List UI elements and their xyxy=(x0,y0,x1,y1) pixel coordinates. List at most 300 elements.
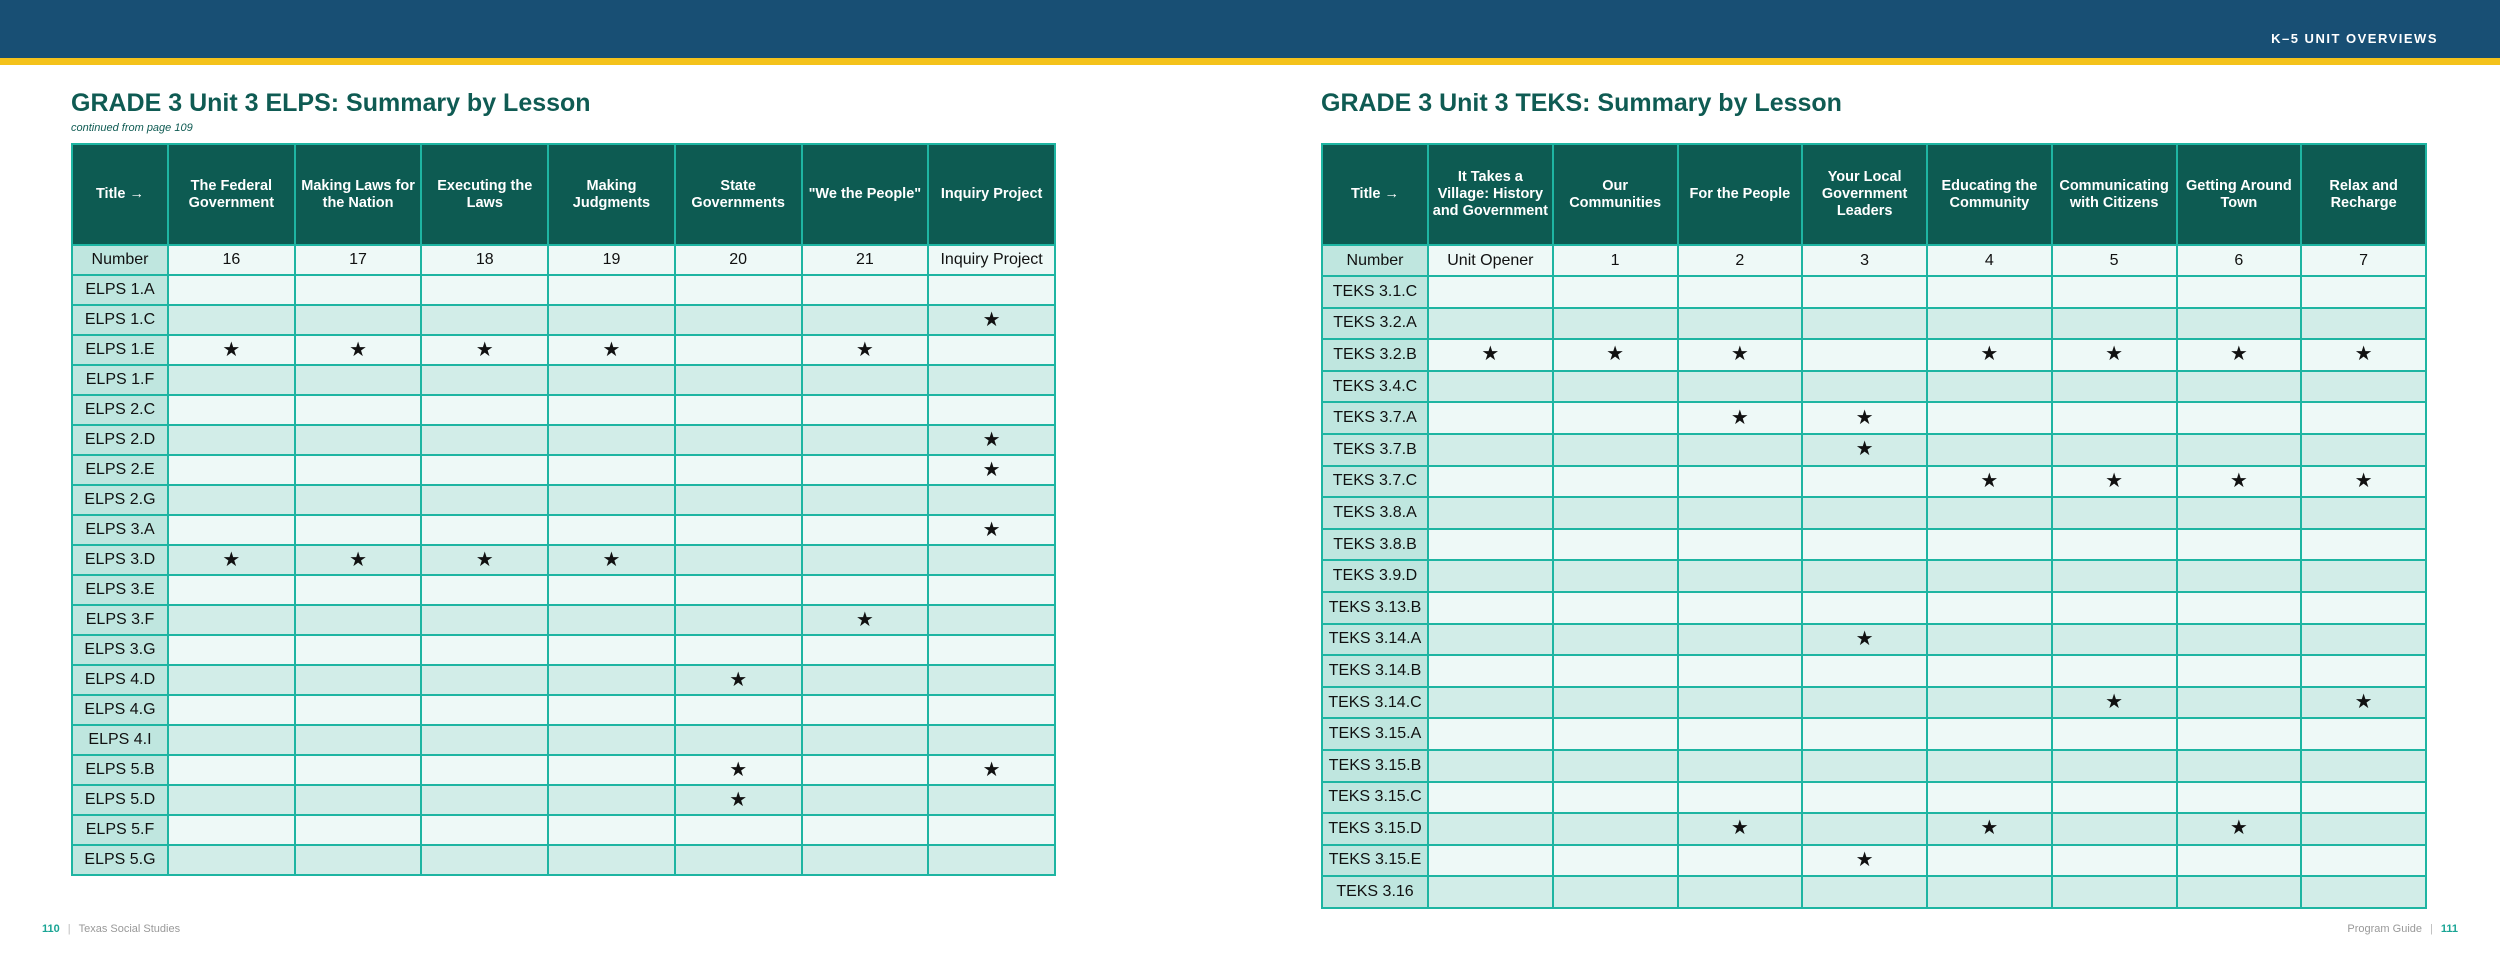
empty-cell xyxy=(1428,876,1553,908)
empty-cell xyxy=(1802,529,1927,561)
empty-cell xyxy=(2052,750,2177,782)
empty-cell xyxy=(1428,529,1553,561)
starred-cell xyxy=(295,545,422,575)
empty-cell xyxy=(928,365,1055,395)
table-row xyxy=(72,425,1055,455)
empty-cell xyxy=(2052,624,2177,656)
empty-cell xyxy=(1802,876,1927,908)
empty-cell xyxy=(1802,466,1927,498)
star-icon: ★ xyxy=(855,608,874,631)
footer-book-title: Texas Social Studies xyxy=(78,923,181,935)
empty-cell xyxy=(1927,276,2052,308)
starred-cell xyxy=(1927,339,2052,371)
table-row xyxy=(72,845,1055,875)
empty-cell xyxy=(2052,497,2177,529)
table-row xyxy=(1322,655,2426,687)
empty-cell xyxy=(1553,402,1678,434)
empty-cell xyxy=(1678,876,1803,908)
empty-cell xyxy=(802,425,929,455)
empty-cell xyxy=(2301,718,2426,750)
star-icon: ★ xyxy=(1855,438,1874,461)
starred-cell xyxy=(2177,466,2302,498)
empty-cell xyxy=(168,815,295,845)
star-icon: ★ xyxy=(222,338,241,361)
lesson-title-header: "We the People" xyxy=(802,144,929,245)
empty-cell xyxy=(675,545,802,575)
empty-cell xyxy=(802,695,929,725)
empty-cell xyxy=(1553,560,1678,592)
empty-cell xyxy=(1678,750,1803,782)
empty-cell xyxy=(168,275,295,305)
star-icon: ★ xyxy=(2354,691,2373,714)
empty-cell xyxy=(2177,718,2302,750)
empty-cell xyxy=(168,755,295,785)
standard-label-cell: ELPS 3.F xyxy=(72,605,168,635)
empty-cell xyxy=(548,485,675,515)
standard-label-cell: ELPS 1.E xyxy=(72,335,168,365)
empty-cell xyxy=(548,425,675,455)
standard-label-cell: TEKS 3.7.C xyxy=(1322,466,1428,498)
empty-cell xyxy=(2177,434,2302,466)
empty-cell xyxy=(2177,782,2302,814)
lesson-title-header: Making Judgments xyxy=(548,144,675,245)
empty-cell xyxy=(2301,750,2426,782)
starred-cell xyxy=(675,785,802,815)
empty-cell xyxy=(802,845,929,875)
empty-cell xyxy=(1678,466,1803,498)
starred-cell xyxy=(168,335,295,365)
lesson-title-header: It Takes a Village: History and Government xyxy=(1428,144,1553,245)
star-icon: ★ xyxy=(602,548,621,571)
star-icon: ★ xyxy=(1980,469,1999,492)
table-row xyxy=(72,515,1055,545)
empty-cell xyxy=(295,395,422,425)
empty-cell xyxy=(2177,655,2302,687)
empty-cell xyxy=(295,635,422,665)
empty-cell xyxy=(1927,308,2052,340)
lesson-title-header: State Governments xyxy=(675,144,802,245)
empty-cell xyxy=(1802,276,1927,308)
table-row xyxy=(72,335,1055,365)
empty-cell xyxy=(548,575,675,605)
standard-label-cell: ELPS 3.E xyxy=(72,575,168,605)
footer-divider: | xyxy=(67,923,71,935)
empty-cell xyxy=(2052,876,2177,908)
standard-label-cell: ELPS 1.C xyxy=(72,305,168,335)
empty-cell xyxy=(2301,529,2426,561)
lesson-number-cell: 2 xyxy=(1678,245,1803,276)
empty-cell xyxy=(802,635,929,665)
empty-cell xyxy=(421,485,548,515)
empty-cell xyxy=(2177,845,2302,877)
lesson-number-cell: 17 xyxy=(295,245,422,275)
empty-cell xyxy=(928,695,1055,725)
table-row xyxy=(1322,497,2426,529)
standard-label-cell: TEKS 3.4.C xyxy=(1322,371,1428,403)
star-icon: ★ xyxy=(2229,469,2248,492)
empty-cell xyxy=(675,635,802,665)
empty-cell xyxy=(1428,655,1553,687)
number-label-cell: Number xyxy=(1322,245,1428,276)
star-icon: ★ xyxy=(222,548,241,571)
empty-cell xyxy=(421,785,548,815)
lesson-title-header: Your Local Government Leaders xyxy=(1802,144,1927,245)
empty-cell xyxy=(1428,750,1553,782)
empty-cell xyxy=(1802,339,1927,371)
table-row xyxy=(72,485,1055,515)
empty-cell xyxy=(295,755,422,785)
starred-cell xyxy=(802,605,929,635)
table-row xyxy=(1322,371,2426,403)
table-row xyxy=(1322,339,2426,371)
lesson-number-cell: 1 xyxy=(1553,245,1678,276)
lesson-number-cell: 21 xyxy=(802,245,929,275)
empty-cell xyxy=(2052,308,2177,340)
lesson-title-header: For the People xyxy=(1678,144,1803,245)
starred-cell xyxy=(675,665,802,695)
table-row xyxy=(72,275,1055,305)
table-row xyxy=(72,545,1055,575)
lesson-number-cell: 3 xyxy=(1802,245,1927,276)
empty-cell xyxy=(1678,276,1803,308)
standard-label-cell: TEKS 3.15.B xyxy=(1322,750,1428,782)
table-row xyxy=(72,785,1055,815)
empty-cell xyxy=(548,305,675,335)
star-icon: ★ xyxy=(729,668,748,691)
starred-cell xyxy=(548,335,675,365)
empty-cell xyxy=(548,755,675,785)
table-row xyxy=(72,815,1055,845)
empty-cell xyxy=(548,725,675,755)
lesson-title-header: Making Laws for the Nation xyxy=(295,144,422,245)
starred-cell xyxy=(1802,434,1927,466)
table-row xyxy=(72,695,1055,725)
empty-cell xyxy=(1678,308,1803,340)
empty-cell xyxy=(168,455,295,485)
lesson-number-row xyxy=(1322,245,2426,276)
empty-cell xyxy=(2052,402,2177,434)
empty-cell xyxy=(928,725,1055,755)
empty-cell xyxy=(548,395,675,425)
empty-cell xyxy=(421,635,548,665)
starred-cell xyxy=(1802,624,1927,656)
empty-cell xyxy=(1428,497,1553,529)
star-icon: ★ xyxy=(982,518,1001,541)
starred-cell xyxy=(1927,813,2052,845)
empty-cell xyxy=(1553,276,1678,308)
table-row xyxy=(1322,782,2426,814)
empty-cell xyxy=(2177,750,2302,782)
empty-cell xyxy=(1553,750,1678,782)
lesson-number-cell: 18 xyxy=(421,245,548,275)
table-row xyxy=(1322,466,2426,498)
empty-cell xyxy=(1428,718,1553,750)
star-icon: ★ xyxy=(475,338,494,361)
empty-cell xyxy=(2301,560,2426,592)
lesson-title-header: Relax and Recharge xyxy=(2301,144,2426,245)
table-row xyxy=(1322,434,2426,466)
empty-cell xyxy=(1927,782,2052,814)
empty-cell xyxy=(1553,876,1678,908)
standard-label-cell: ELPS 1.A xyxy=(72,275,168,305)
title-header-cell: Title → xyxy=(1322,144,1428,245)
empty-cell xyxy=(295,695,422,725)
table-row xyxy=(72,755,1055,785)
empty-cell xyxy=(2052,371,2177,403)
empty-cell xyxy=(295,605,422,635)
empty-cell xyxy=(1428,560,1553,592)
empty-cell xyxy=(295,815,422,845)
empty-cell xyxy=(421,515,548,545)
standard-label-cell: ELPS 2.G xyxy=(72,485,168,515)
star-icon: ★ xyxy=(2105,691,2124,714)
empty-cell xyxy=(2301,782,2426,814)
table-row xyxy=(1322,750,2426,782)
empty-cell xyxy=(421,425,548,455)
standard-label-cell: TEKS 3.14.C xyxy=(1322,687,1428,719)
empty-cell xyxy=(1678,592,1803,624)
empty-cell xyxy=(675,365,802,395)
empty-cell xyxy=(2052,592,2177,624)
star-icon: ★ xyxy=(1606,343,1625,366)
elps-summary-table xyxy=(71,143,1056,876)
star-icon: ★ xyxy=(982,758,1001,781)
empty-cell xyxy=(168,665,295,695)
empty-cell xyxy=(1553,592,1678,624)
empty-cell xyxy=(2052,845,2177,877)
empty-cell xyxy=(928,275,1055,305)
standard-label-cell: TEKS 3.15.D xyxy=(1322,813,1428,845)
starred-cell xyxy=(2177,813,2302,845)
star-icon: ★ xyxy=(2354,343,2373,366)
empty-cell xyxy=(2052,529,2177,561)
standard-label-cell: TEKS 3.16 xyxy=(1322,876,1428,908)
number-label-cell: Number xyxy=(72,245,168,275)
star-icon: ★ xyxy=(982,428,1001,451)
empty-cell xyxy=(295,275,422,305)
empty-cell xyxy=(1802,592,1927,624)
empty-cell xyxy=(1678,529,1803,561)
star-icon: ★ xyxy=(1980,817,1999,840)
empty-cell xyxy=(675,485,802,515)
empty-cell xyxy=(1428,402,1553,434)
lesson-title-header: Executing the Laws xyxy=(421,144,548,245)
table-row xyxy=(72,635,1055,665)
empty-cell xyxy=(548,605,675,635)
empty-cell xyxy=(1553,497,1678,529)
standard-label-cell: ELPS 5.G xyxy=(72,845,168,875)
empty-cell xyxy=(2052,276,2177,308)
starred-cell xyxy=(548,545,675,575)
empty-cell xyxy=(548,515,675,545)
empty-cell xyxy=(1678,624,1803,656)
standard-label-cell: ELPS 2.E xyxy=(72,455,168,485)
table-row xyxy=(1322,560,2426,592)
empty-cell xyxy=(928,575,1055,605)
table-row xyxy=(72,395,1055,425)
lesson-title-header: The Federal Government xyxy=(168,144,295,245)
table-row xyxy=(1322,529,2426,561)
table-row xyxy=(1322,876,2426,908)
empty-cell xyxy=(548,455,675,485)
empty-cell xyxy=(675,725,802,755)
empty-cell xyxy=(2052,655,2177,687)
empty-cell xyxy=(2177,497,2302,529)
star-icon: ★ xyxy=(1730,406,1749,429)
star-icon: ★ xyxy=(602,338,621,361)
empty-cell xyxy=(2177,529,2302,561)
table-row xyxy=(1322,624,2426,656)
empty-cell xyxy=(2052,782,2177,814)
star-icon: ★ xyxy=(1855,627,1874,650)
lesson-number-cell: 20 xyxy=(675,245,802,275)
empty-cell xyxy=(802,815,929,845)
empty-cell xyxy=(1678,782,1803,814)
empty-cell xyxy=(1428,592,1553,624)
empty-cell xyxy=(1553,782,1678,814)
empty-cell xyxy=(1678,560,1803,592)
empty-cell xyxy=(295,665,422,695)
starred-cell xyxy=(1678,339,1803,371)
starred-cell xyxy=(2301,339,2426,371)
empty-cell xyxy=(295,425,422,455)
empty-cell xyxy=(1678,655,1803,687)
standard-label-cell: ELPS 3.A xyxy=(72,515,168,545)
empty-cell xyxy=(168,485,295,515)
empty-cell xyxy=(2052,718,2177,750)
standard-label-cell: ELPS 3.G xyxy=(72,635,168,665)
standard-label-cell: ELPS 3.D xyxy=(72,545,168,575)
starred-cell xyxy=(802,335,929,365)
empty-cell xyxy=(168,515,295,545)
starred-cell xyxy=(168,545,295,575)
empty-cell xyxy=(421,755,548,785)
empty-cell xyxy=(1678,718,1803,750)
empty-cell xyxy=(421,305,548,335)
empty-cell xyxy=(548,815,675,845)
empty-cell xyxy=(1802,718,1927,750)
empty-cell xyxy=(802,305,929,335)
empty-cell xyxy=(421,605,548,635)
empty-cell xyxy=(421,665,548,695)
starred-cell xyxy=(295,335,422,365)
table-row xyxy=(1322,402,2426,434)
standard-label-cell: TEKS 3.9.D xyxy=(1322,560,1428,592)
empty-cell xyxy=(2301,402,2426,434)
empty-cell xyxy=(421,365,548,395)
empty-cell xyxy=(548,665,675,695)
standard-label-cell: ELPS 4.D xyxy=(72,665,168,695)
empty-cell xyxy=(1428,466,1553,498)
empty-cell xyxy=(295,515,422,545)
empty-cell xyxy=(802,395,929,425)
star-icon: ★ xyxy=(982,458,1001,481)
empty-cell xyxy=(1678,497,1803,529)
empty-cell xyxy=(295,365,422,395)
empty-cell xyxy=(928,545,1055,575)
empty-cell xyxy=(1553,371,1678,403)
empty-cell xyxy=(548,695,675,725)
footer-divider: | xyxy=(2430,923,2433,935)
lesson-number-cell: 5 xyxy=(2052,245,2177,276)
empty-cell xyxy=(168,635,295,665)
standard-label-cell: ELPS 2.D xyxy=(72,425,168,455)
table-row xyxy=(1322,687,2426,719)
empty-cell xyxy=(675,305,802,335)
empty-cell xyxy=(802,665,929,695)
starred-cell xyxy=(928,515,1055,545)
table-header-row xyxy=(1322,144,2426,245)
empty-cell xyxy=(1927,560,2052,592)
starred-cell xyxy=(928,425,1055,455)
empty-cell xyxy=(1927,750,2052,782)
table-row xyxy=(1322,813,2426,845)
lesson-number-cell: 16 xyxy=(168,245,295,275)
empty-cell xyxy=(2301,655,2426,687)
star-icon: ★ xyxy=(2105,469,2124,492)
page-number-right: 111 xyxy=(2440,923,2458,935)
star-icon: ★ xyxy=(2229,343,2248,366)
empty-cell xyxy=(2301,624,2426,656)
top-banner xyxy=(0,0,2500,58)
empty-cell xyxy=(1553,529,1678,561)
empty-cell xyxy=(1678,371,1803,403)
empty-cell xyxy=(1802,308,1927,340)
empty-cell xyxy=(548,275,675,305)
empty-cell xyxy=(1927,592,2052,624)
elps-continued-note: continued from page 109 xyxy=(71,122,193,134)
lesson-number-cell: 19 xyxy=(548,245,675,275)
lesson-number-cell: Inquiry Project xyxy=(928,245,1055,275)
empty-cell xyxy=(802,755,929,785)
empty-cell xyxy=(168,695,295,725)
empty-cell xyxy=(928,845,1055,875)
star-icon: ★ xyxy=(2354,469,2373,492)
standard-label-cell: ELPS 2.C xyxy=(72,395,168,425)
star-icon: ★ xyxy=(349,548,368,571)
star-icon: ★ xyxy=(1730,817,1749,840)
empty-cell xyxy=(2177,624,2302,656)
lesson-number-row xyxy=(72,245,1055,275)
empty-cell xyxy=(295,305,422,335)
starred-cell xyxy=(2052,687,2177,719)
star-icon: ★ xyxy=(982,308,1001,331)
starred-cell xyxy=(2177,339,2302,371)
starred-cell xyxy=(1678,402,1803,434)
table-row xyxy=(72,725,1055,755)
standard-label-cell: TEKS 3.13.B xyxy=(1322,592,1428,624)
empty-cell xyxy=(1927,655,2052,687)
empty-cell xyxy=(168,605,295,635)
empty-cell xyxy=(675,815,802,845)
empty-cell xyxy=(421,395,548,425)
empty-cell xyxy=(295,725,422,755)
empty-cell xyxy=(1553,718,1678,750)
page-number-left: 110 xyxy=(42,923,60,935)
star-icon: ★ xyxy=(1855,848,1874,871)
table-row xyxy=(1322,308,2426,340)
empty-cell xyxy=(2177,371,2302,403)
table-header-row xyxy=(72,144,1055,245)
standard-label-cell: TEKS 3.2.B xyxy=(1322,339,1428,371)
lesson-number-cell: 6 xyxy=(2177,245,2302,276)
empty-cell xyxy=(928,635,1055,665)
starred-cell xyxy=(421,335,548,365)
empty-cell xyxy=(1428,371,1553,403)
banner-stripe xyxy=(0,58,2500,65)
star-icon: ★ xyxy=(2105,343,2124,366)
standard-label-cell: TEKS 3.15.A xyxy=(1322,718,1428,750)
